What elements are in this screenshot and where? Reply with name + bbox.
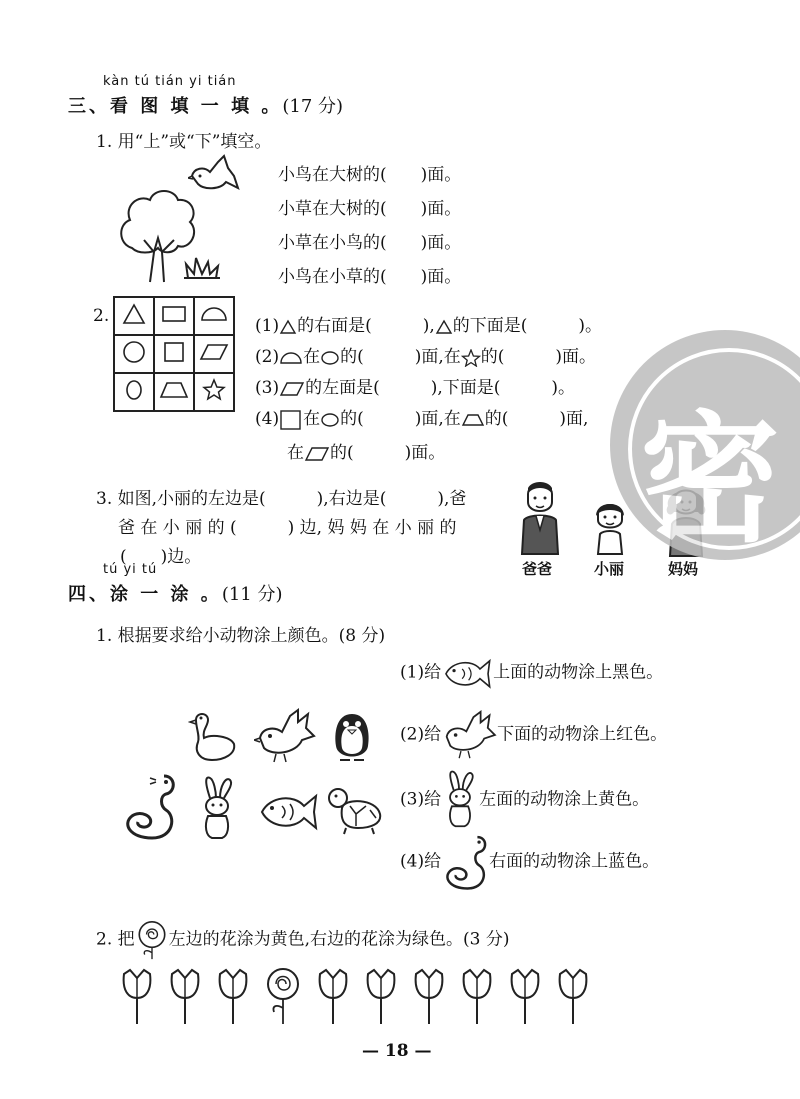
s4q2-pre: 2. 把 <box>96 929 135 950</box>
rabbit-icon <box>441 770 479 830</box>
father-icon <box>518 480 562 556</box>
section3-pinyin: kàn tú tián yi tián <box>103 74 237 89</box>
penguin-icon <box>330 712 374 764</box>
s4q1-prompt: 1. 根据要求给小动物涂上颜色。(8 分) <box>96 626 386 646</box>
snake-icon <box>120 770 178 842</box>
s4q1-item-3 <box>400 770 649 830</box>
fish-icon <box>258 790 318 832</box>
page-number: — 18 — <box>362 1041 432 1061</box>
bird-icon <box>441 710 497 760</box>
q2-l3-num: (3) <box>255 378 280 398</box>
confidential-seal <box>610 330 800 560</box>
s4q2-post: 左边的花涂为黄色,右边的花涂为绿色。(3 分) <box>168 929 510 950</box>
section3-title-text: 三、看 图 填 一 填 。 <box>68 96 283 117</box>
trapezoid-icon <box>461 412 485 428</box>
star-icon <box>461 349 481 367</box>
q1-line-2: 小草在大树的( )面。 <box>278 199 462 219</box>
bird-icon <box>188 154 240 198</box>
turtle-icon <box>326 786 384 836</box>
section4-title <box>68 580 282 606</box>
s4q1-item-4-pre: (4)给 <box>400 851 442 872</box>
section4-pinyin: tú yi tú <box>103 562 158 577</box>
q1-line-3: 小草在小鸟的( )面。 <box>278 233 462 253</box>
q2-line-1 <box>255 311 602 336</box>
rose-icon <box>264 966 302 1026</box>
grass-icon <box>182 256 222 280</box>
q2-l2-text1: 在 <box>303 347 321 367</box>
semicircle-icon <box>279 350 303 366</box>
q2-l1-text1: 的右面是( ), <box>297 316 435 336</box>
snake-icon <box>441 832 489 892</box>
q2-l4-num: (4) <box>255 409 280 429</box>
s4q2-prompt <box>96 920 510 960</box>
triangle-icon <box>279 319 297 335</box>
semicircle-icon <box>194 297 234 335</box>
q3-line-3: ( )边。 <box>120 547 202 567</box>
shape-grid-table <box>113 296 235 412</box>
tulip-icon <box>364 966 398 1026</box>
section4-score: (11 分) <box>221 584 283 605</box>
triangle-icon <box>435 319 453 335</box>
q2-l4-text2: 的( )面,在 <box>340 409 461 429</box>
section4-title-text: 四、涂 一 涂 。 <box>68 584 222 605</box>
tulip-icon <box>120 966 154 1026</box>
parallelogram-icon <box>279 381 305 397</box>
section3-score: (17 分) <box>282 96 344 117</box>
s4q1-item-4-post: 右面的动物涂上蓝色。 <box>489 851 660 872</box>
q1-line-4: 小鸟在小草的( )面。 <box>278 267 462 287</box>
tulip-icon <box>168 966 202 1026</box>
s4q1-item-2 <box>400 710 667 760</box>
q2-line-3 <box>255 373 575 398</box>
s4q1-item-3-post: 左面的动物涂上黄色。 <box>479 789 650 810</box>
circle-icon <box>320 350 340 366</box>
s4q1-item-1-post: 上面的动物涂上黑色。 <box>493 662 664 683</box>
q2-line-2 <box>255 342 596 367</box>
s4q1-item-2-pre: (2)给 <box>400 724 442 745</box>
parallelogram-icon <box>194 335 234 373</box>
tulip-icon <box>460 966 494 1026</box>
circle-icon <box>114 335 154 373</box>
s4q1-item-3-pre: (3)给 <box>400 789 442 810</box>
bird-icon <box>254 708 316 764</box>
fish-icon <box>441 656 493 690</box>
girl-icon <box>592 500 628 556</box>
label-xiaoli: 小丽 <box>594 560 625 578</box>
q2-l5-text2: 的( )面。 <box>330 443 446 463</box>
tulip-icon <box>556 966 590 1026</box>
s4q1-item-4 <box>400 832 659 892</box>
q2-l2-text2: 的( )面,在 <box>340 347 461 367</box>
square-icon <box>279 409 303 431</box>
q3-line-1: 3. 如图,小丽的左边是( ),右边是( ),爸 <box>96 489 467 509</box>
rabbit-icon <box>196 776 238 842</box>
flower-row <box>120 966 590 1026</box>
q2-l2-num: (2) <box>255 347 280 367</box>
q2-number: 2. <box>93 306 110 326</box>
rectangle-icon <box>154 297 194 335</box>
rose-icon <box>135 920 169 960</box>
tulip-icon <box>508 966 542 1026</box>
section3-title <box>68 92 343 118</box>
trapezoid-icon <box>154 373 194 411</box>
s4q1-item-1 <box>400 656 663 690</box>
seal-char: 密 <box>640 399 781 562</box>
oval-icon <box>114 373 154 411</box>
tulip-icon <box>316 966 350 1026</box>
label-father: 爸爸 <box>522 560 553 578</box>
s4q1-item-2-post: 下面的动物涂上红色。 <box>497 724 668 745</box>
q3-line-2: 爸 在 小 丽 的 ( ) 边, 妈 妈 在 小 丽 的 <box>118 518 457 538</box>
tulip-icon <box>216 966 250 1026</box>
q2-l1-num: (1) <box>255 316 280 336</box>
q2-line-4 <box>255 404 588 431</box>
parallelogram-icon <box>304 446 330 462</box>
q1-line-1: 小鸟在大树的( )面。 <box>278 165 462 185</box>
q2-l4-text3: 的( )面, <box>484 409 589 429</box>
star-icon <box>194 373 234 411</box>
q2-l1-text2: 的下面是( )。 <box>452 316 603 336</box>
label-mother: 妈妈 <box>668 560 699 578</box>
circle-icon <box>320 412 340 428</box>
tulip-icon <box>412 966 446 1026</box>
q2-l4-text1: 在 <box>303 409 321 429</box>
q2-l2-text3: 的( )面。 <box>480 347 597 367</box>
triangle-icon <box>114 297 154 335</box>
square-icon <box>154 335 194 373</box>
s4q1-item-1-pre: (1)给 <box>400 662 442 683</box>
q1-prompt: 1. 用“上”或“下”填空。 <box>96 132 272 152</box>
q2-l5-text1: 在 <box>287 443 304 463</box>
shape-grid <box>113 296 235 412</box>
q2-l3-text1: 的左面是( ),下面是( )。 <box>305 378 576 398</box>
duck-icon <box>188 710 238 764</box>
q2-line-5 <box>287 438 445 463</box>
